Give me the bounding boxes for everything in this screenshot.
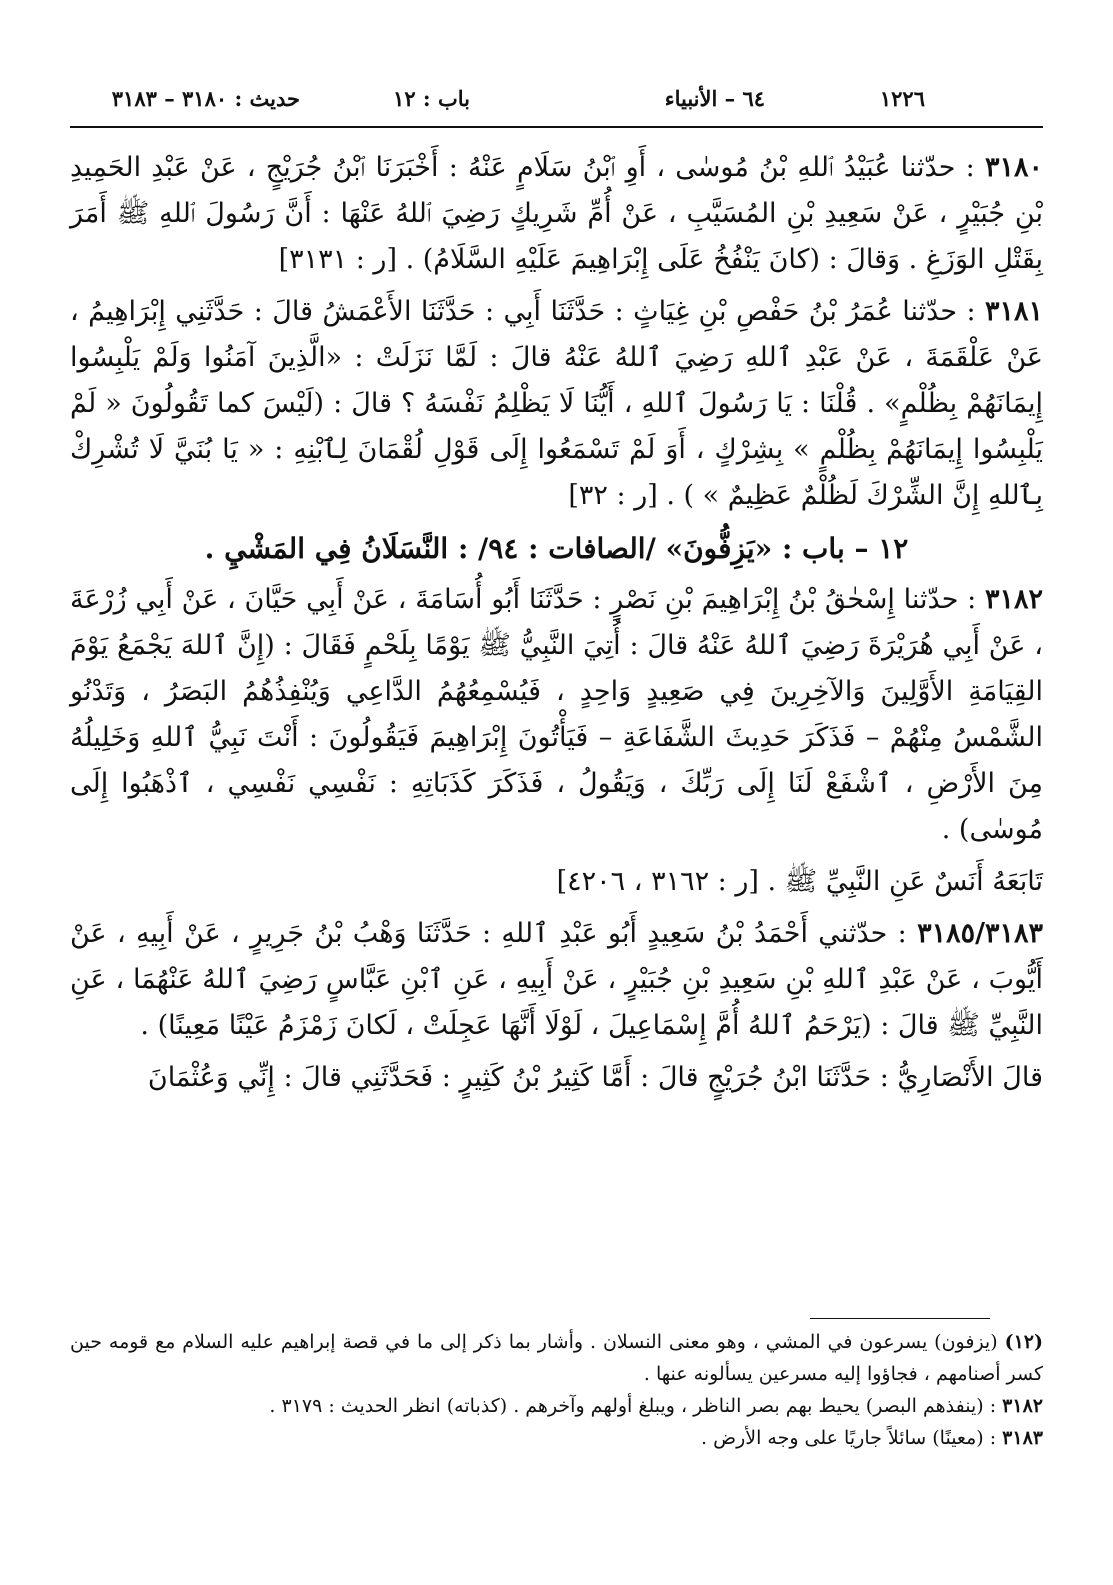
hadith-number: ٣١٨٠: [984, 152, 1043, 183]
footnote-text: : (ينفذهم البصر) يحيط بهم بصر الناظر ، ويبلغ أولهم وآخرهم . (كذباته) انظر الحديث : ٣١٧٩ .: [269, 1395, 997, 1417]
hadith-3180: [70, 145, 1043, 289]
running-header: [111, 86, 925, 120]
hadith-text: : حدّثنا عُمَرُ بْنُ حَفْصِ بْنِ غِيَاثٍ : حَدَّثَنَا أَبِي : حَدَّثَنَا الأَعْمَشُ قالَ : حَدَّثَنِي إِبْرَاهِيمُ ، عَنْ عَلْقَمَةَ ، عَنْ عَبْدِ ٱللهِ رَضِيَ ٱللهُ عَنْهُ قالَ : لَمَّا نَزَلَتْ : «الَّذِينَ آمَنُوا وَلَمْ يَلْبِسُوا إِيمَانَهُمْ بِظُلْمٍ» . قُلْنَا : يَا رَسُولَ ٱللهِ ، أَيُّنَا لَا يَظْلِمُ نَفْسَهُ ؟ قالَ : (لَيْسَ كما تَقُولُونَ « لَمْ يَلْبِسُوا إِيمَانَهُمْ بِظُلْمٍ » بِشِرْكٍ ، أَوَ لَمْ تَسْمَعُوا إِلَى قَوْلِ لُقْمَانَ لِٱبْنِهِ : « يَا بُنَيَّ لَا تُشْرِكْ بِٱللهِ إِنَّ الشِّرْكَ لَظُلْمٌ عَظِيمٌ » ) . [ر : ٣٢]: [70, 296, 1043, 511]
footnote-number: ٣١٨٢: [1002, 1395, 1043, 1417]
footnote-text: : (معينًا) سائلاً جاريًا على وجه الأرض .: [701, 1427, 997, 1449]
book-title: ٦٤ – الأنبياء: [664, 86, 765, 111]
bab-heading: ١٢ – باب : «يَزِفُّونَ» /الصافات : ٩٤/ : النَّسَلَانُ فِي المَشْيِ .: [204, 532, 909, 565]
header-divider: [70, 126, 1043, 128]
footnote-divider: [810, 1318, 990, 1319]
footnote-number: ٣١٨٣: [1002, 1427, 1043, 1449]
footnotes: [70, 1326, 1043, 1454]
closing-paragraph: قالَ الأَنْصَارِيُّ : حَدَّثَنَا ابْنُ جُرَيْجٍ قالَ : أَمَّا كَثِيرُ بْنُ كَثِيرٍ : فَحَدَّثَنِي قالَ : إِنِّي وَعُثْمَانَ: [147, 1062, 1043, 1093]
hadith-text: : حدّثنا عُبَيْدُ ٱللهِ بْنُ مُوسٰى ، أَوِ ٱبْنُ سَلَامٍ عَنْهُ : أَخْبَرَنَا ٱبْنُ جُرَيْجٍ ، عَنْ عَبْدِ الحَمِيدِ بْنِ جُبَيْرٍ ، عَنْ سَعِيدِ بْنِ المُسَيَّبِ ، عَنْ أُمِّ شَرِيكٍ رَضِيَ ٱللهُ عَنْهَا : أَنَّ رَسُولَ ٱللهِ ﷺ أَمَرَ بِقَتْلِ الوَزَغِ . وَقالَ : (كانَ يَنْفُخُ عَلَى إِبْرَاهِيمَ عَلَيْهِ السَّلَامُ) . [ر : ٣١٣١]: [70, 152, 1043, 275]
hadith-3183: [70, 911, 1043, 1055]
footnote: [70, 1326, 1043, 1390]
hadith-text: : حدّثنا إِسْحٰقُ بْنُ إِبْرَاهِيمَ بْنِ نَصْرٍ : حَدَّثَنَا أَبُو أُسَامَةَ ، عَنْ أَبِي حَيَّانَ ، عَنْ أَبِي زُرْعَةَ ، عَنْ أَبِي هُرَيْرَةَ رَضِيَ ٱللهُ عَنْهُ قالَ : أُتِيَ النَّبِيُّ ﷺ يَوْمًا بِلَحْمٍ فَقَالَ : (إِنَّ ٱللهَ يَجْمَعُ يَوْمَ القِيَامَةِ الأَوَّلِينَ وَالآخِرِينَ فِي صَعِيدٍ وَاحِدٍ ، فَيُسْمِعُهُمُ الدَّاعِي وَيُنْفِذُهُمُ البَصَرُ ، وَتَدْنُو الشَّمْسُ مِنْهُمْ – فَذَكَرَ حَدِيثَ الشَّفَاعَةِ – فَيَأْتُونَ إِبْرَاهِيمَ فَيَقُولُونَ : أَنْتَ نَبِيُّ ٱللهِ وَخَلِيلُهُ مِنَ الأَرْضِ ، ٱشْفَعْ لَنَا إِلَى رَبِّكَ ، وَيَقُولُ ، فَذَكَرَ كَذَبَاتِهِ : نَفْسِي نَفْسِي ، ٱذْهَبُوا إِلَى مُوسٰى) .: [70, 584, 1043, 845]
footnote: [70, 1422, 1043, 1454]
hadith-number: ٣١٨٢: [984, 584, 1043, 615]
hadith-range: حديث : ٣١٨٠ – ٣١٨٣: [111, 86, 300, 111]
hadith-3181: [70, 289, 1043, 525]
hadith-number: ٣١٨٥/٣١٨٣: [917, 918, 1043, 949]
footnote-text: (يزفون) يسرعون في المشي ، وهو معنى النسلان . وأشار بما ذكر إلى ما في قصة إبراهيم عليه السلام مع قومه حين كسر أصنامهم ، فجاؤوا إليه مسرعين يسألونه عنها .: [70, 1331, 1043, 1385]
hadith-number: ٣١٨١: [984, 296, 1043, 327]
page-number: ١٢٢٦: [879, 86, 925, 111]
hadith-3182-follow: تَابَعَهُ أَنَسٌ عَنِ النَّبِيِّ ﷺ . [ر : ٣١٦٢ ، ٤٢٠٦]: [556, 866, 1043, 897]
footnote: [70, 1390, 1043, 1422]
main-text: [70, 145, 1043, 1107]
chapter-label: باب : ١٢: [393, 86, 470, 111]
hadith-3182: [70, 577, 1043, 859]
hadith-text: : حدّثني أَحْمَدُ بْنُ سَعِيدٍ أَبُو عَبْدِ ٱللهِ : حَدَّثَنَا وَهْبُ بْنُ جَرِيرٍ ، عَنْ أَبِيهِ ، عَنْ أَيُّوبَ ، عَنْ عَبْدِ ٱللهِ بْنِ سَعِيدِ بْنِ جُبَيْرٍ ، عَنْ أَبِيهِ ، عَنِ ٱبْنِ عَبَّاسٍ رَضِيَ ٱللهُ عَنْهُمَا ، عَنِ النَّبِيِّ ﷺ قالَ : (يَرْحَمُ ٱللهُ أُمَّ إِسْمَاعِيلَ ، لَوْلَا أَنَّهَا عَجِلَتْ ، لَكانَ زَمْزَمُ عَيْنًا مَعِينًا) .: [70, 918, 1043, 1041]
footnote-number: (١٢): [1004, 1331, 1043, 1353]
